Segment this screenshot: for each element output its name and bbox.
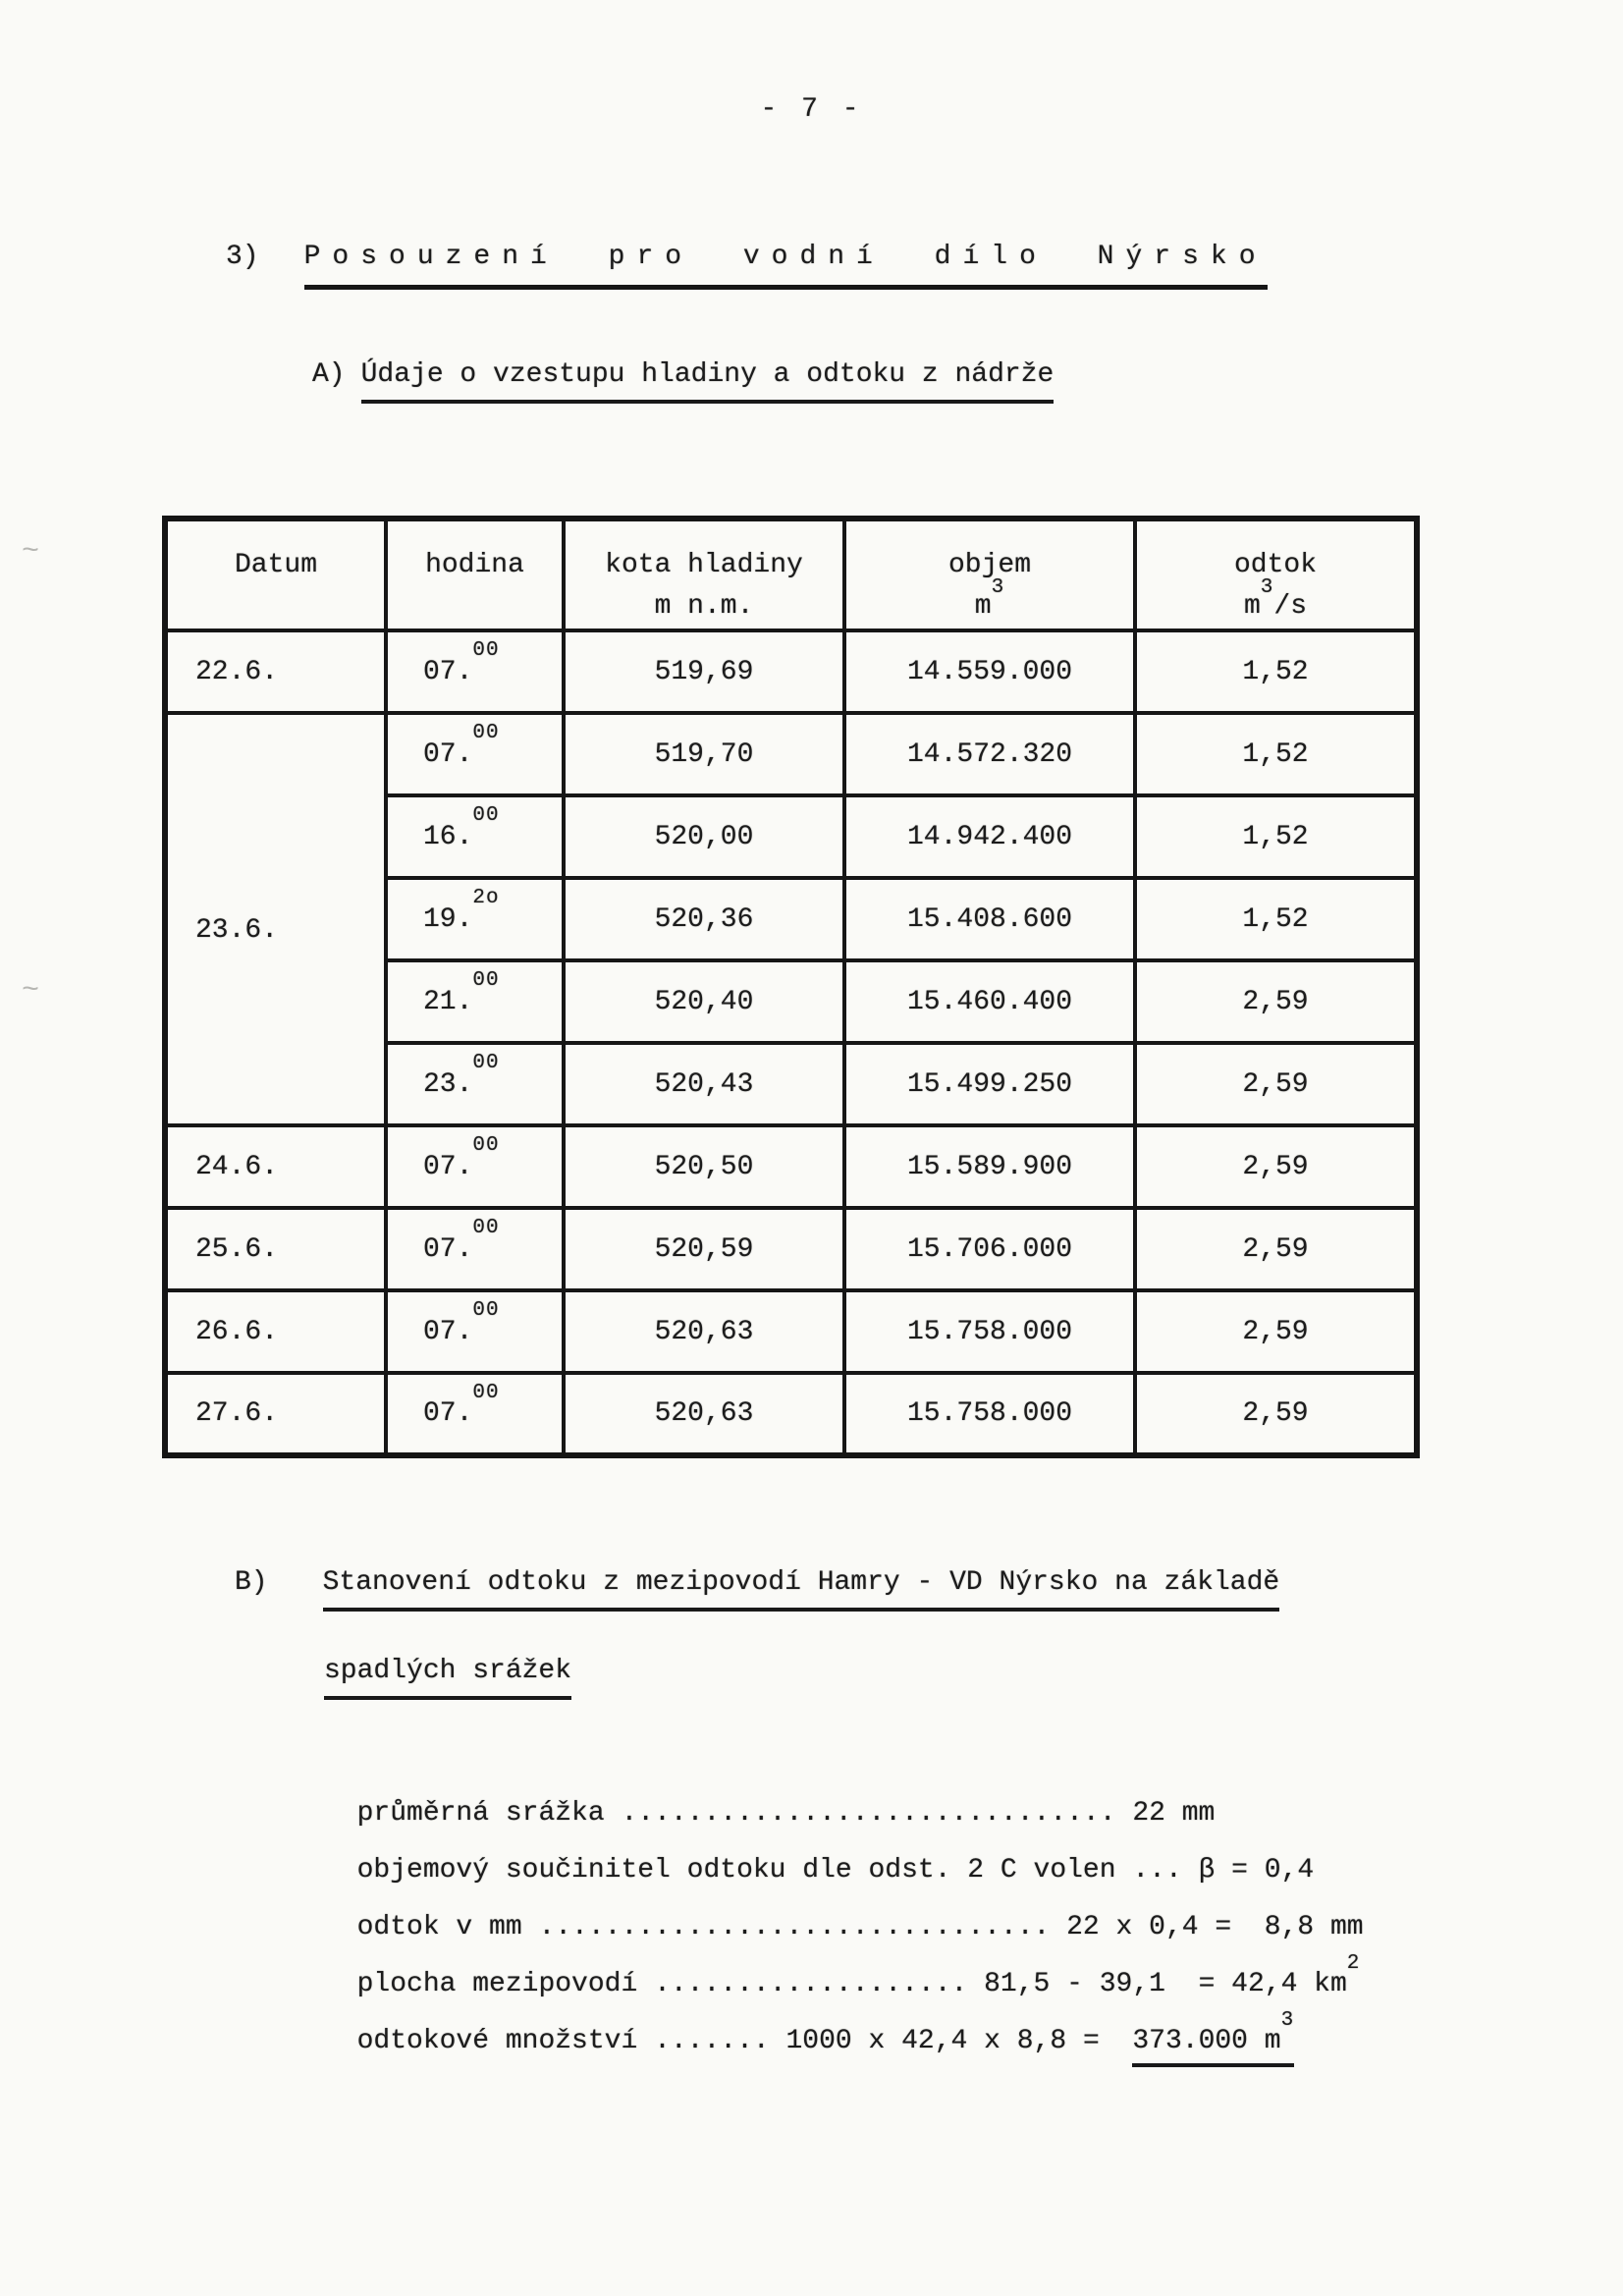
- cell-datum: 24.6.: [165, 1125, 386, 1208]
- table-header-row: [165, 519, 1417, 630]
- hodina-hours: 07.: [423, 738, 473, 770]
- cell-kota: 519,70: [564, 713, 844, 795]
- col-header-objem-label: objem: [947, 550, 1031, 580]
- cell-kota: 520,63: [564, 1290, 844, 1373]
- section-a-heading: [312, 359, 1054, 390]
- hodina-minutes: 00: [472, 1134, 500, 1158]
- section-heading-3: [226, 242, 1268, 272]
- hodina-hours: 16.: [423, 821, 473, 852]
- table-row: [165, 1290, 1417, 1373]
- objem-unit-sup: 3: [991, 575, 1005, 599]
- cell-odtok: 2,59: [1135, 1043, 1417, 1125]
- objem-unit-base: m: [974, 591, 992, 622]
- cell-objem: 15.758.000: [844, 1373, 1135, 1455]
- hodina-hours: 07.: [423, 1316, 473, 1347]
- cell-hodina: [386, 1373, 564, 1455]
- cell-datum: 23.6.: [165, 713, 386, 1125]
- calc-label: odtokové množství: [356, 2026, 638, 2056]
- scan-artifact: ~: [22, 974, 40, 1008]
- calc-result: [1132, 2008, 1295, 2067]
- calc-line-plocha-mezipovodi: [324, 1939, 1360, 1999]
- cell-odtok: 2,59: [1135, 1290, 1417, 1373]
- hodina-hours: 07.: [423, 1398, 473, 1429]
- hodina-minutes: 00: [472, 639, 500, 663]
- cell-odtok: 1,52: [1135, 795, 1417, 878]
- cell-objem: 14.942.400: [844, 795, 1135, 878]
- dot-leader: ...............................: [521, 1912, 1051, 1942]
- calc-value: 1000 x 42,4 x 8,8 =: [769, 2026, 1133, 2056]
- dot-leader: .......: [637, 2026, 770, 2056]
- section-b-title-line1: Stanovení odtoku z mezipovodí Hamry - VD Nýrsko na základě: [323, 1567, 1280, 1612]
- calc-label: odtok v mm: [356, 1912, 522, 1942]
- cell-hodina: [386, 960, 564, 1043]
- cell-objem: 14.559.000: [844, 630, 1135, 713]
- cell-odtok: 2,59: [1135, 1125, 1417, 1208]
- section-b-number: B): [235, 1567, 268, 1598]
- cell-odtok: 1,52: [1135, 630, 1417, 713]
- cell-odtok: 2,59: [1135, 1208, 1417, 1290]
- calc-line-odtokove-mnozstvi: [324, 1995, 1294, 2056]
- cell-objem: 15.589.900: [844, 1125, 1135, 1208]
- cell-hodina: [386, 1125, 564, 1208]
- col-header-hodina: [386, 519, 564, 630]
- hodina-minutes: 00: [472, 1299, 500, 1323]
- calc-line-odtok-v-mm: [324, 1882, 1364, 1942]
- col-header-hodina-label: hodina: [425, 550, 524, 580]
- col-header-odtok: [1135, 519, 1417, 630]
- table-row: [165, 1208, 1417, 1290]
- calc-value-sup: 2: [1346, 1951, 1361, 1975]
- cell-hodina: [386, 878, 564, 960]
- table-row: [165, 630, 1417, 713]
- cell-objem: 15.706.000: [844, 1208, 1135, 1290]
- calc-label: plocha mezipovodí: [356, 1969, 638, 1999]
- hodina-minutes: 00: [472, 1381, 500, 1404]
- calc-result-sup: 3: [1280, 2008, 1295, 2032]
- col-header-odtok-label: odtok: [1233, 550, 1317, 580]
- cell-kota: 520,43: [564, 1043, 844, 1125]
- cell-odtok: 2,59: [1135, 960, 1417, 1043]
- cell-odtok: 1,52: [1135, 713, 1417, 795]
- heading-title: Posouzení pro vodní dílo Nýrsko: [304, 242, 1268, 290]
- cell-kota: 520,40: [564, 960, 844, 1043]
- col-header-datum: [165, 519, 386, 630]
- hodina-hours: 07.: [423, 656, 473, 687]
- cell-kota: 520,36: [564, 878, 844, 960]
- table-row: [165, 1373, 1417, 1455]
- cell-datum: 26.6.: [165, 1290, 386, 1373]
- cell-kota: 520,63: [564, 1373, 844, 1455]
- calc-label: objemový součinitel odtoku dle odst. 2 C volen: [356, 1855, 1116, 1886]
- water-level-outflow-table: [162, 516, 1420, 1458]
- col-header-objem-unit: [847, 575, 1132, 628]
- cell-objem: 15.460.400: [844, 960, 1135, 1043]
- section-b-heading-line2: [324, 1656, 571, 1686]
- cell-datum: 25.6.: [165, 1208, 386, 1290]
- hodina-hours: 21.: [423, 986, 473, 1017]
- table-row: [165, 713, 1417, 795]
- heading-number: 3): [226, 242, 259, 272]
- hodina-minutes: 00: [472, 969, 500, 993]
- hodina-minutes: 00: [472, 1217, 500, 1240]
- page-number: - 7 -: [760, 94, 863, 125]
- section-a-title: Údaje o vzestupu hladiny a odtoku z nádrže: [361, 359, 1055, 404]
- hodina-hours: 07.: [423, 1233, 473, 1265]
- cell-kota: 520,00: [564, 795, 844, 878]
- cell-objem: 15.408.600: [844, 878, 1135, 960]
- calc-value: 81,5 - 39,1 = 42,4 km: [967, 1969, 1347, 1999]
- cell-datum: 27.6.: [165, 1373, 386, 1455]
- col-header-kota-unit: m n.m.: [654, 591, 754, 622]
- dot-leader: ..............................: [604, 1798, 1116, 1829]
- odtok-unit-suffix: /s: [1273, 591, 1308, 622]
- cell-objem: 14.572.320: [844, 713, 1135, 795]
- cell-hodina: [386, 1290, 564, 1373]
- odtok-unit-sup: 3: [1260, 575, 1274, 599]
- section-a-number: A): [312, 359, 346, 390]
- col-header-datum-label: Datum: [234, 550, 317, 580]
- odtok-unit-base: m: [1243, 591, 1261, 622]
- col-header-kota: [564, 519, 844, 630]
- calc-line-objemovy-soucinitel: [324, 1825, 1314, 1886]
- cell-hodina: [386, 1043, 564, 1125]
- cell-kota: 520,59: [564, 1208, 844, 1290]
- col-header-kota-label: kota hladiny: [605, 550, 803, 580]
- cell-hodina: [386, 1208, 564, 1290]
- calc-line-prumerna-srazka: [324, 1768, 1215, 1829]
- cell-kota: 519,69: [564, 630, 844, 713]
- dot-leader: ...: [1115, 1855, 1182, 1886]
- col-header-odtok-unit: [1138, 575, 1413, 628]
- cell-objem: 15.499.250: [844, 1043, 1135, 1125]
- cell-objem: 15.758.000: [844, 1290, 1135, 1373]
- dot-leader: ...................: [637, 1969, 968, 1999]
- hodina-minutes: 2o: [472, 887, 500, 910]
- hodina-hours: 19.: [423, 903, 473, 935]
- hodina-minutes: 00: [472, 1052, 500, 1075]
- cell-hodina: [386, 795, 564, 878]
- calc-value: 22 x 0,4 = 8,8 mm: [1050, 1912, 1364, 1942]
- section-b-title-line2: spadlých srážek: [324, 1656, 571, 1700]
- hodina-hours: 07.: [423, 1151, 473, 1182]
- cell-hodina: [386, 713, 564, 795]
- hodina-minutes: 00: [472, 722, 500, 745]
- table-row: [165, 1125, 1417, 1208]
- calc-value: 22 mm: [1115, 1798, 1216, 1829]
- calc-result-text: 373.000 m: [1132, 2026, 1281, 2056]
- hodina-hours: 23.: [423, 1068, 473, 1100]
- cell-odtok: 2,59: [1135, 1373, 1417, 1455]
- cell-hodina: [386, 630, 564, 713]
- col-header-objem: [844, 519, 1135, 630]
- scan-artifact: ~: [22, 535, 40, 569]
- cell-kota: 520,50: [564, 1125, 844, 1208]
- calc-value: β = 0,4: [1181, 1855, 1315, 1886]
- hodina-minutes: 00: [472, 804, 500, 828]
- cell-odtok: 1,52: [1135, 878, 1417, 960]
- calc-label: průměrná srážka: [356, 1798, 605, 1829]
- section-b-heading: [235, 1567, 1279, 1598]
- cell-datum: 22.6.: [165, 630, 386, 713]
